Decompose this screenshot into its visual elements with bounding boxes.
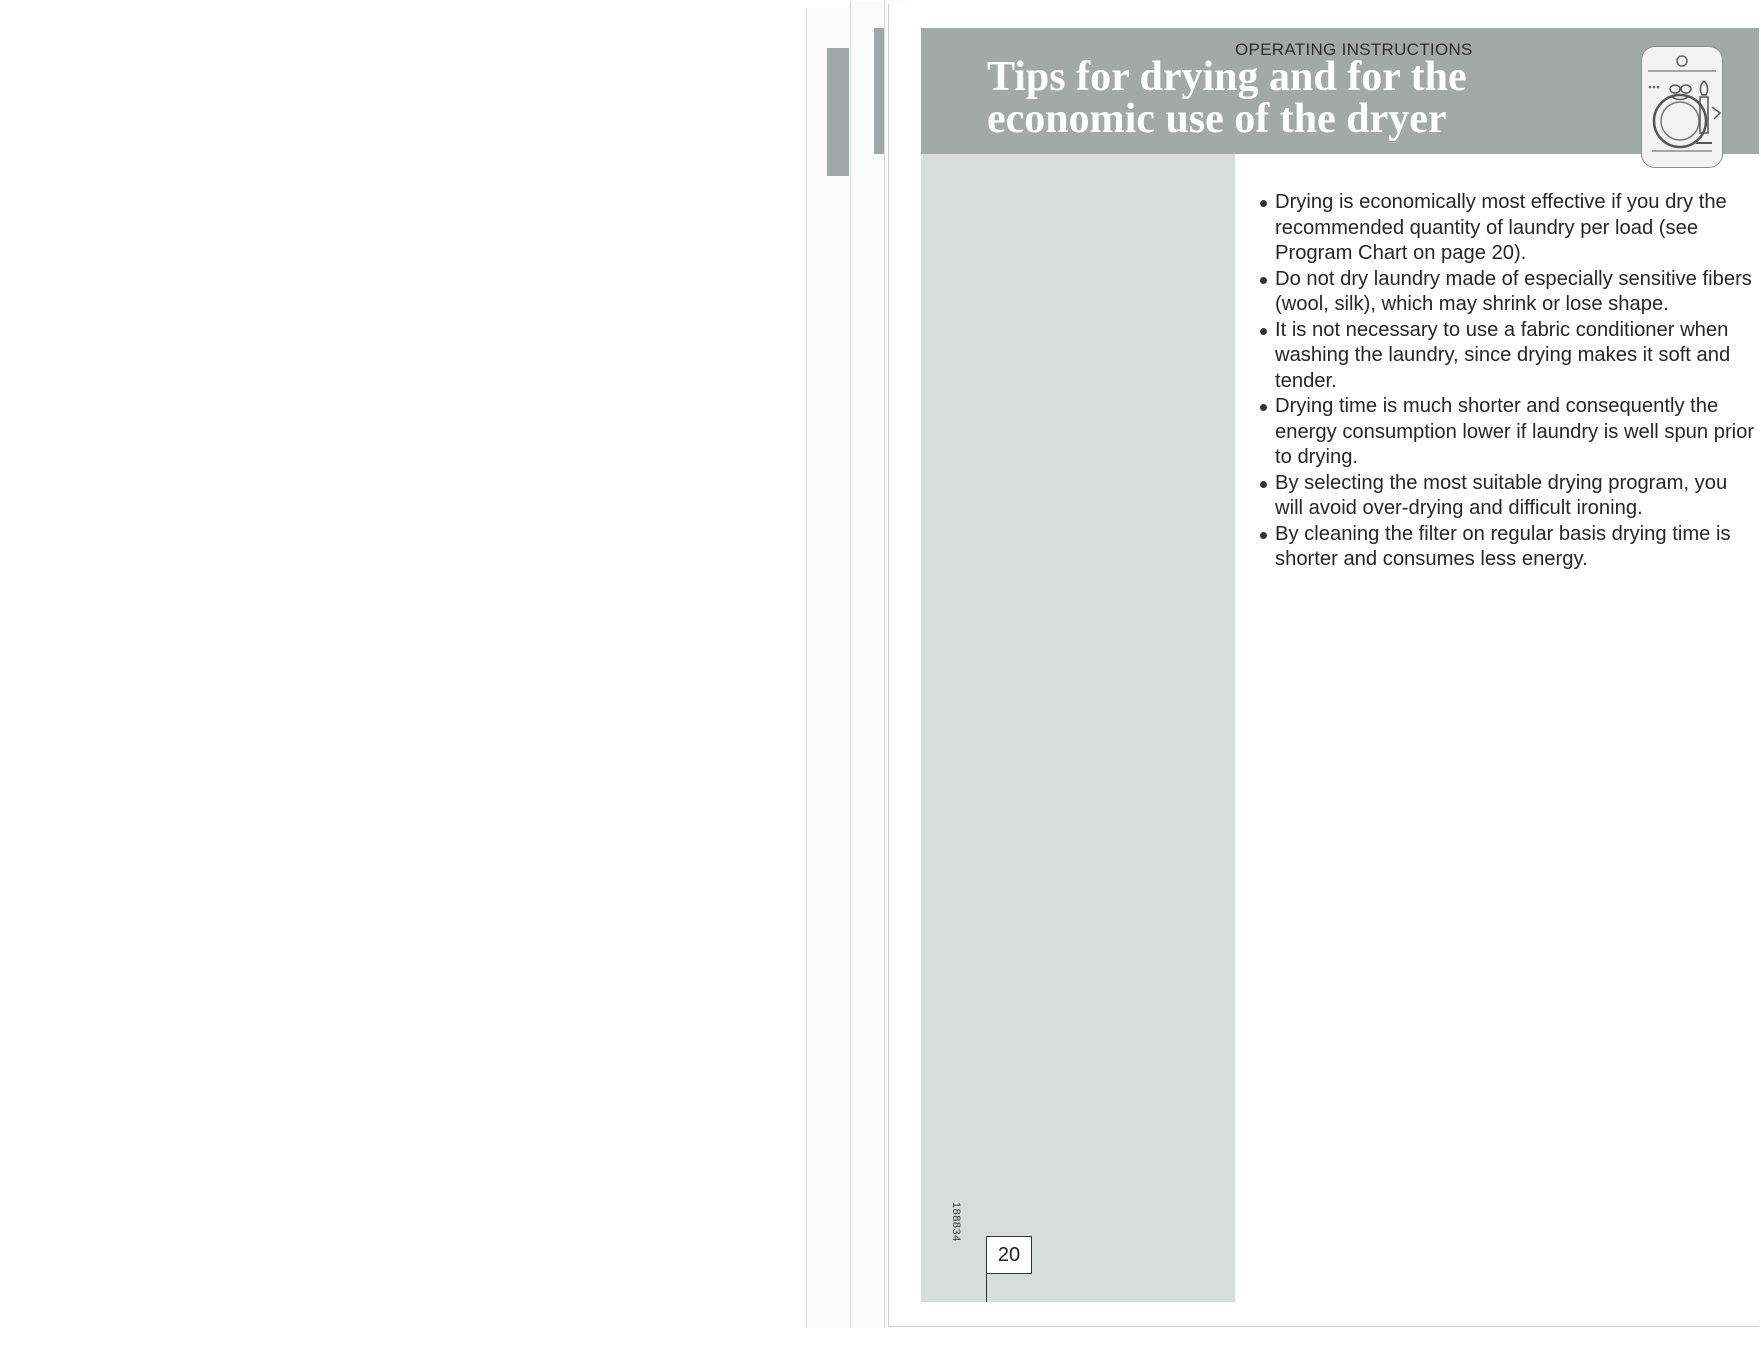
list-item — [1257, 394, 1757, 471]
page-number: 20 — [986, 1236, 1032, 1274]
list-item — [1257, 318, 1757, 395]
tip-text: Drying is economically most effective if you dry the recommended quantity of laundry per load (see Program Chart on page 20). — [1275, 191, 1727, 264]
tip-text: By cleaning the filter on regular basis drying time is shorter and consumes less energy. — [1275, 522, 1731, 570]
bullet-icon — [1260, 200, 1267, 207]
dryer-mascot-icon — [1641, 46, 1723, 168]
tip-text: Drying time is much shorter and consequently the energy consumption lower if laundry is well spun prior to drying. — [1275, 395, 1755, 468]
bullet-icon — [1260, 481, 1267, 488]
tip-text: Do not dry laundry made of especially sensitive fibers (wool, silk), which may shrink or lose shape. — [1275, 267, 1752, 315]
bullet-icon — [1260, 532, 1267, 539]
dryer-mascot-graphic — [1642, 47, 1722, 167]
page-title: Tips for drying and for the economic use of the dryer — [987, 54, 1467, 142]
manual-page — [888, 4, 1759, 1327]
tip-text: It is not necessary to use a fabric conditioner when washing the laundry, since drying makes it soft and tender. — [1275, 318, 1731, 392]
page-number-rule — [986, 1273, 987, 1302]
bullet-icon — [1260, 404, 1267, 411]
document-code: 188834 — [950, 1202, 962, 1242]
page-edge-band — [874, 28, 884, 154]
list-item — [1257, 190, 1757, 267]
section-label: OPERATING INSTRUCTIONS — [1235, 40, 1473, 59]
tips-list — [1257, 190, 1757, 573]
bullet-icon — [1260, 328, 1267, 335]
side-panel — [921, 154, 1235, 1302]
list-item — [1257, 267, 1757, 318]
list-item — [1257, 471, 1757, 522]
tip-text: By selecting the most suitable drying program, you will avoid over-drying and difficult ironing. — [1275, 471, 1728, 519]
page-edge-band — [827, 48, 849, 176]
list-item — [1257, 522, 1757, 573]
bullet-icon — [1260, 277, 1267, 284]
